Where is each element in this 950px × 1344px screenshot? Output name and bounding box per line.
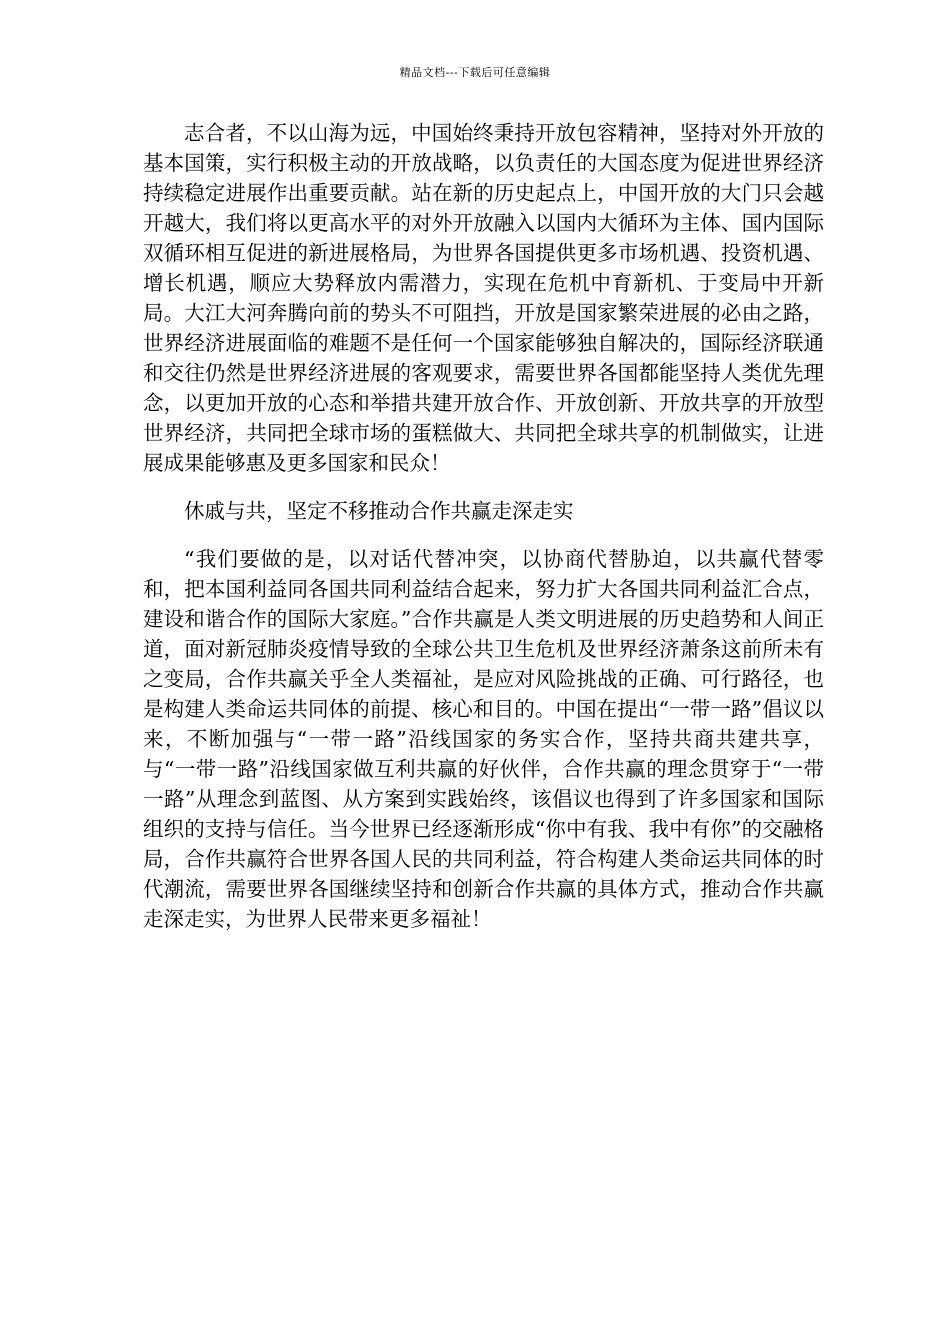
document-body [143, 118, 824, 934]
paragraph-opening: 志合者，不以山海为远，中国始终秉持开放包容精神，坚持对外开放的基本国策，实行积极主动的开放战略，以负责任的大国态度为促进世界经济持续稳定进展作出重要贡献。站在新的历史起点上，中国开放的大门只会越开越大，我们将以更高水平的对外开放融入以国内大循环为主体、国内国际双循环相互促进的新进展格局，为世界各国提供更多市场机遇、投资机遇、增长机遇，顺应大势释放内需潜力，实现在危机中育新机、于变局中开新局。大江大河奔腾向前的势头不可阻挡，开放是国家繁荣进展的必由之路，世界经济进展面临的难题不是任何一个国家能够独自解决的，国际经济联通和交往仍然是世界经济进展的客观要求，需要世界各国都能坚持人类优先理念，以更加开放的心态和举措共建开放合作、开放创新、开放共享的开放型世界经济，共同把全球市场的蛋糕做大、共同把全球共享的机制做实，让进展成果能够惠及更多国家和民众！ [143, 121, 824, 475]
paragraph-cooperation: “我们要做的是，以对话代替冲突，以协商代替胁迫，以共赢代替零和，把本国利益同各国共同利益结合起来，努力扩大各国共同利益汇合点，建设和谐合作的国际大家庭。”合作共赢是人类文明进展的历史趋势和人间正道，面对新冠肺炎疫情导致的全球公共卫生危机及世界经济萧条这前所未有之变局，合作共赢关乎全人类福祉，是应对风险挑战的正确、可行路径，也是构建人类命运共同体的前提、核心和目的。中国在提出“一带一路”倡议以来，不断加强与“一带一路”沿线国家的务实合作，坚持共商共建共享，与“一带一路”沿线国家做互利共赢的好伙伴，合作共赢的理念贯穿于“一带一路”从理念到蓝图、从方案到实践始终，该倡议也得到了许多国家和国际组织的支持与信任。当今世界已经逐渐形成“你中有我、我中有你”的交融格局，合作共赢符合世界各国人民的共同利益，符合构建人类命运共同体的时代潮流，需要世界各国继续坚持和创新合作共赢的具体方式，推动合作共赢走深走实，为世界人民带来更多福祉！ [143, 547, 824, 931]
section-heading: 休戚与共，坚定不移推动合作共赢走深走实 [184, 499, 574, 523]
page-header: 精品文档---下载后可任意编辑 [399, 66, 551, 79]
